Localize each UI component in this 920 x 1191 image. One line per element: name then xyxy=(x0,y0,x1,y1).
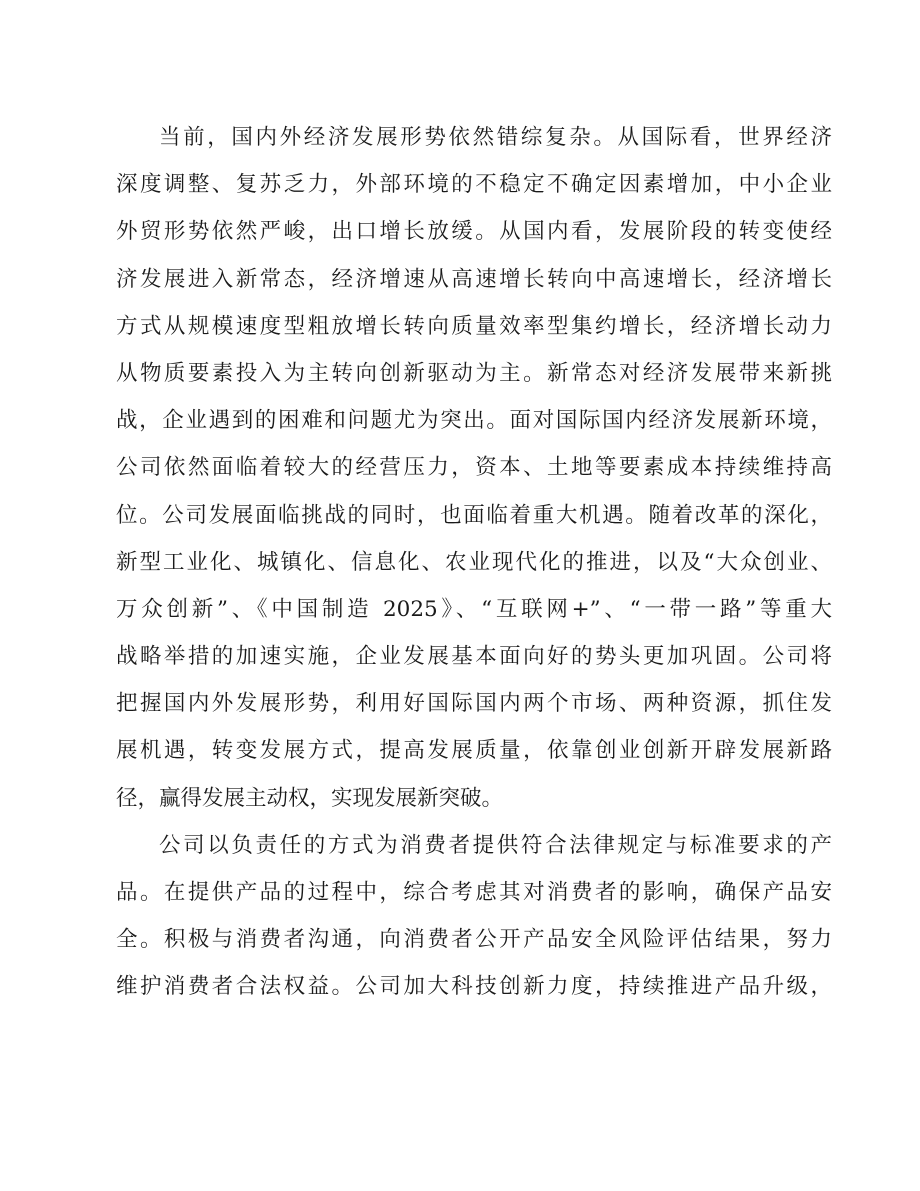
paragraph-line: 从物质要素投入为主转向创新驱动为主。新常态对经济发展带来新挑 xyxy=(116,360,832,386)
paragraph-line: 维护消费者合法权益。公司加大科技创新力度，持续推进产品升级， xyxy=(116,974,832,1000)
paragraph-line: 战，企业遇到的困难和问题尤为突出。面对国际国内经济发展新环境， xyxy=(116,408,832,434)
paragraph-line: 位。公司发展面临挑战的同时，也面临着重大机遇。随着改革的深化， xyxy=(116,502,832,528)
paragraph-line: 展机遇，转变发展方式，提高发展质量，依靠创业创新开辟发展新路 xyxy=(116,738,832,764)
paragraph-line: 外贸形势依然严峻，出口增长放缓。从国内看，发展阶段的转变使经 xyxy=(116,219,832,245)
paragraph-line: 万众创新”、《中国制造 2025》、“互联网+”、“一带一路”等重大 xyxy=(116,596,832,622)
paragraph-line: 把握国内外发展形势，利用好国际国内两个市场、两种资源，抓住发 xyxy=(116,691,832,717)
paragraph-consumer-responsibility xyxy=(116,822,832,1011)
paragraph-line: 品。在提供产品的过程中，综合考虑其对消费者的影响，确保产品安 xyxy=(116,880,832,905)
paragraph-line: 全。积极与消费者沟通，向消费者公开产品安全风险评估结果，努力 xyxy=(116,927,832,953)
paragraph-line: 新型工业化、城镇化、信息化、农业现代化的推进，以及“大众创业、 xyxy=(116,549,832,575)
paragraph-line: 方式从规模速度型粗放增长转向质量效率型集约增长，经济增长动力 xyxy=(116,313,832,339)
paragraph-line: 济发展进入新常态，经济增速从高速增长转向中高速增长，经济增长 xyxy=(116,266,832,292)
paragraph-line: 径，赢得发展主动权，实现发展新突破。 xyxy=(116,785,504,811)
paragraph-line: 公司依然面临着较大的经营压力，资本、土地等要素成本持续维持高 xyxy=(116,455,832,481)
paragraph-line: 公司以负责任的方式为消费者提供符合法律规定与标准要求的产 xyxy=(159,832,832,858)
document-body xyxy=(116,114,832,1011)
paragraph-economic-situation xyxy=(116,114,832,822)
paragraph-line: 战略举措的加速实施，企业发展基本面向好的势头更加巩固。公司将 xyxy=(116,644,832,670)
paragraph-line: 深度调整、复苏乏力，外部环境的不稳定不确定因素增加，中小企业 xyxy=(116,172,832,198)
paragraph-line: 当前，国内外经济发展形势依然错综复杂。从国际看，世界经济 xyxy=(159,125,832,150)
